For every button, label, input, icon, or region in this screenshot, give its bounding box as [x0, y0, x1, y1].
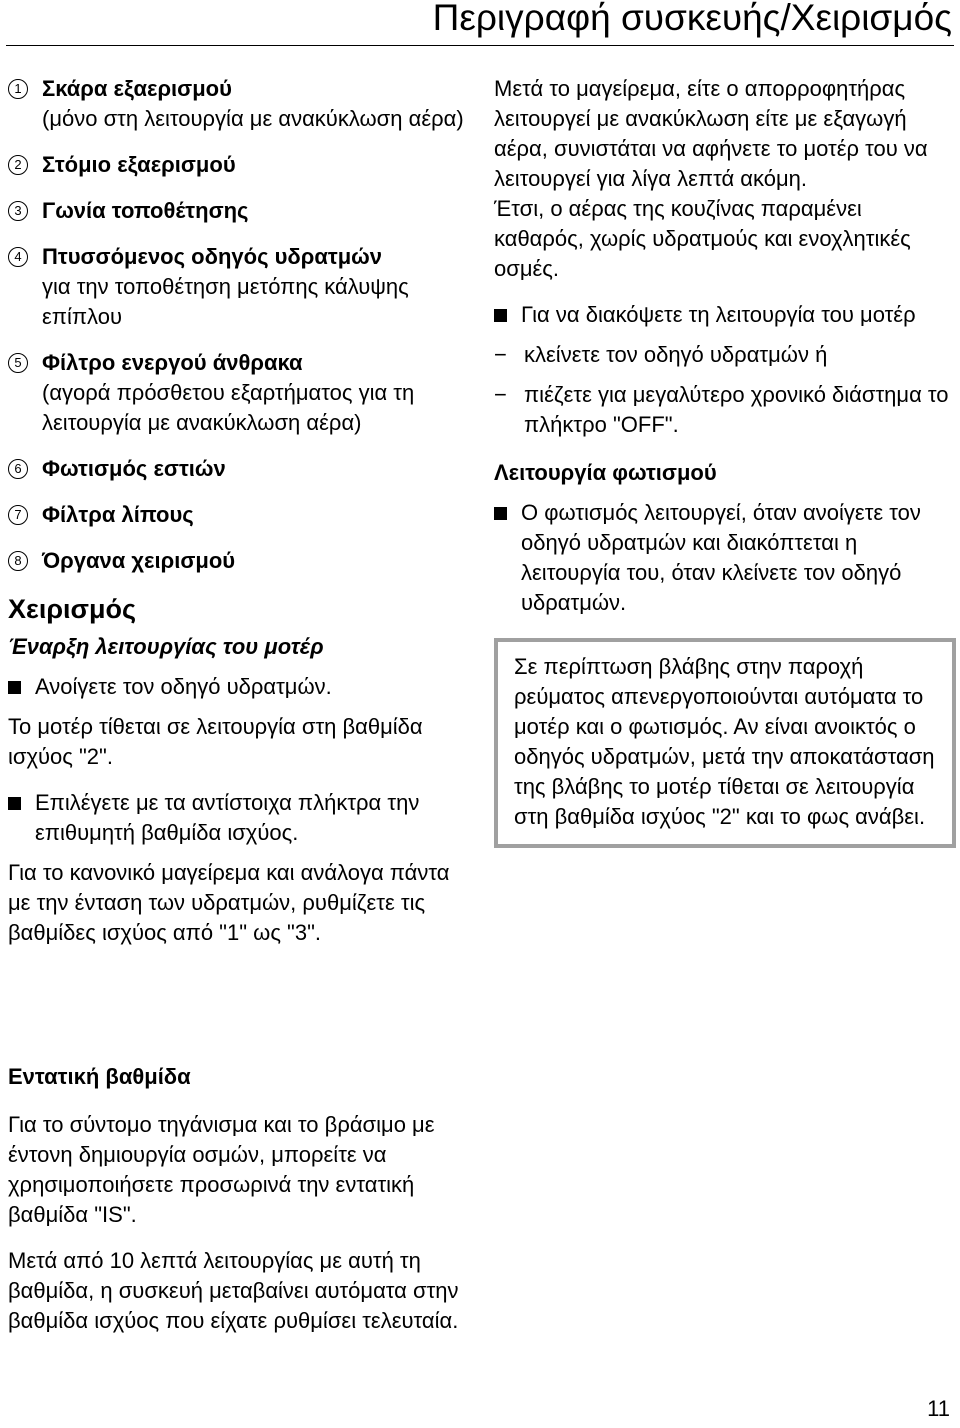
dash-item-press-off — [494, 380, 956, 440]
power-failure-note: Σε περίπτωση βλάβης στην παροχή ρεύματος απενεργοποιούνται αυτόματα το μοτέρ και ο φωτισμός. Αν είναι ανοικτός ο οδηγός υδρατμών, μετά την αποκατάσταση της βλάβης το μοτέρ τίθεται σε λειτουργία στη βαθμίδα ισχύος "2" και το φως ανάβει. — [494, 638, 956, 848]
dash-item-close-guide — [494, 340, 956, 370]
part-title: Φίλτρα λίπους — [42, 502, 194, 527]
dash-text: πιέζετε για μεγαλύτερο χρονικό διάστημα το πλήκτρο "OFF". — [524, 382, 949, 437]
part-number-badge: 1 — [8, 79, 28, 99]
power-levels-paragraph: Για το κανονικό μαγείρεμα και ανάλογα πάντα με την ένταση των υδρατμών, ρυθμίζετε τις βαθμίδες ισχύος από "1" ως "3". — [8, 860, 450, 945]
part-description: για την τοποθέτηση μετόπης κάλυψης επίπλου — [42, 274, 409, 329]
bullet-select-level — [8, 788, 478, 848]
part-title: Πτυσσόμενος οδηγός υδρατμών — [42, 244, 383, 269]
intensive-heading: Εντατική βαθμίδα — [8, 1064, 191, 1089]
bullet-text: Ο φωτισμός λειτουργεί, όταν ανοίγετε τον οδηγό υδρατμών και διακόπτεται η λειτουργία του, όταν κλείνετε τον οδηγό υδρατμών. — [521, 500, 921, 615]
intensive-paragraph-1: Για το σύντομο τηγάνισμα και το βράσιμο με έντονη δημιουργία οσμών, μπορείτε να χρησιμοποιήσετε προσωρινά την εντατική βαθμίδα "IS". — [8, 1112, 435, 1227]
motor-start-subheading: Έναρξη λειτουργίας του μοτέρ — [8, 634, 324, 659]
left-column — [8, 74, 478, 964]
part-item-5 — [8, 348, 478, 438]
operation-heading: Χειρισμός — [8, 594, 137, 624]
part-item-7 — [8, 500, 478, 530]
bullet-square-icon — [8, 797, 21, 810]
bullet-square-icon — [494, 309, 507, 322]
right-column — [494, 74, 956, 848]
part-title: Φωτισμός εστιών — [42, 456, 226, 481]
page-number: 11 — [927, 1396, 950, 1421]
clean-air-paragraph: Έτσι, ο αέρας της κουζίνας παραμένει καθαρός, χωρίς υδρατμούς και ενοχλητικές οσμές. — [494, 196, 911, 281]
part-title: Φίλτρο ενεργού άνθρακα — [42, 350, 303, 375]
part-number-badge: 7 — [8, 505, 28, 525]
part-item-3 — [8, 196, 478, 226]
part-title: Σκάρα εξαερισμού — [42, 76, 232, 101]
intensive-paragraph-2: Μετά από 10 λεπτά λειτουργίας με αυτή τη βαθμίδα, η συσκευή μεταβαίνει αυτόματα στην βαθμίδα ισχύος που είχατε ρυθμίσει τελευταία. — [8, 1248, 459, 1333]
bullet-open-guide — [8, 672, 478, 702]
dash-icon: − — [494, 342, 507, 367]
part-item-4 — [8, 242, 478, 332]
part-title: Στόμιο εξαερισμού — [42, 152, 236, 177]
dash-icon: − — [494, 382, 507, 407]
parts-list — [8, 74, 478, 576]
bullet-stop-motor — [494, 300, 956, 330]
bullet-text: Ανοίγετε τον οδηγό υδρατμών. — [35, 674, 332, 699]
part-item-8 — [8, 546, 478, 576]
part-item-6 — [8, 454, 478, 484]
bullet-square-icon — [8, 681, 21, 694]
part-description: (μόνο στη λειτουργία με ανακύκλωση αέρα) — [42, 106, 464, 131]
part-item-1 — [8, 74, 478, 134]
intensive-section — [8, 1062, 478, 1352]
part-number-badge: 5 — [8, 353, 28, 373]
part-number-badge: 6 — [8, 459, 28, 479]
page-title: Περιγραφή συσκευής/Χειρισμός — [432, 0, 952, 38]
bullet-text: Για να διακόψετε τη λειτουργία του μοτέρ — [521, 302, 916, 327]
dash-text: κλείνετε τον οδηγό υδρατμών ή — [524, 342, 828, 367]
bullet-square-icon — [494, 507, 507, 520]
part-description: (αγορά πρόσθετου εξαρτήματος για τη λειτουργία με ανακύκλωση αέρα) — [42, 380, 415, 435]
bullet-text: Επιλέγετε με τα αντίστοιχα πλήκτρα την επιθυμητή βαθμίδα ισχύος. — [35, 790, 420, 845]
header-divider — [6, 45, 954, 46]
part-title: Όργανα χειρισμού — [42, 548, 236, 573]
part-number-badge: 2 — [8, 155, 28, 175]
part-number-badge: 4 — [8, 247, 28, 267]
lighting-heading: Λειτουργία φωτισμού — [494, 460, 717, 485]
part-number-badge: 8 — [8, 551, 28, 571]
after-cooking-paragraph: Μετά το μαγείρεμα, είτε ο απορροφητήρας λειτουργεί με ανακύκλωση είτε με εξαγωγή αέρα, συνιστάται να αφήνετε το μοτέρ του να λειτουργεί για λίγα λεπτά ακόμη. — [494, 76, 928, 191]
part-title: Γωνία τοποθέτησης — [42, 198, 249, 223]
bullet-lighting — [494, 498, 956, 618]
part-number-badge: 3 — [8, 201, 28, 221]
part-item-2 — [8, 150, 478, 180]
motor-start-paragraph: Το μοτέρ τίθεται σε λειτουργία στη βαθμίδα ισχύος "2". — [8, 714, 423, 769]
